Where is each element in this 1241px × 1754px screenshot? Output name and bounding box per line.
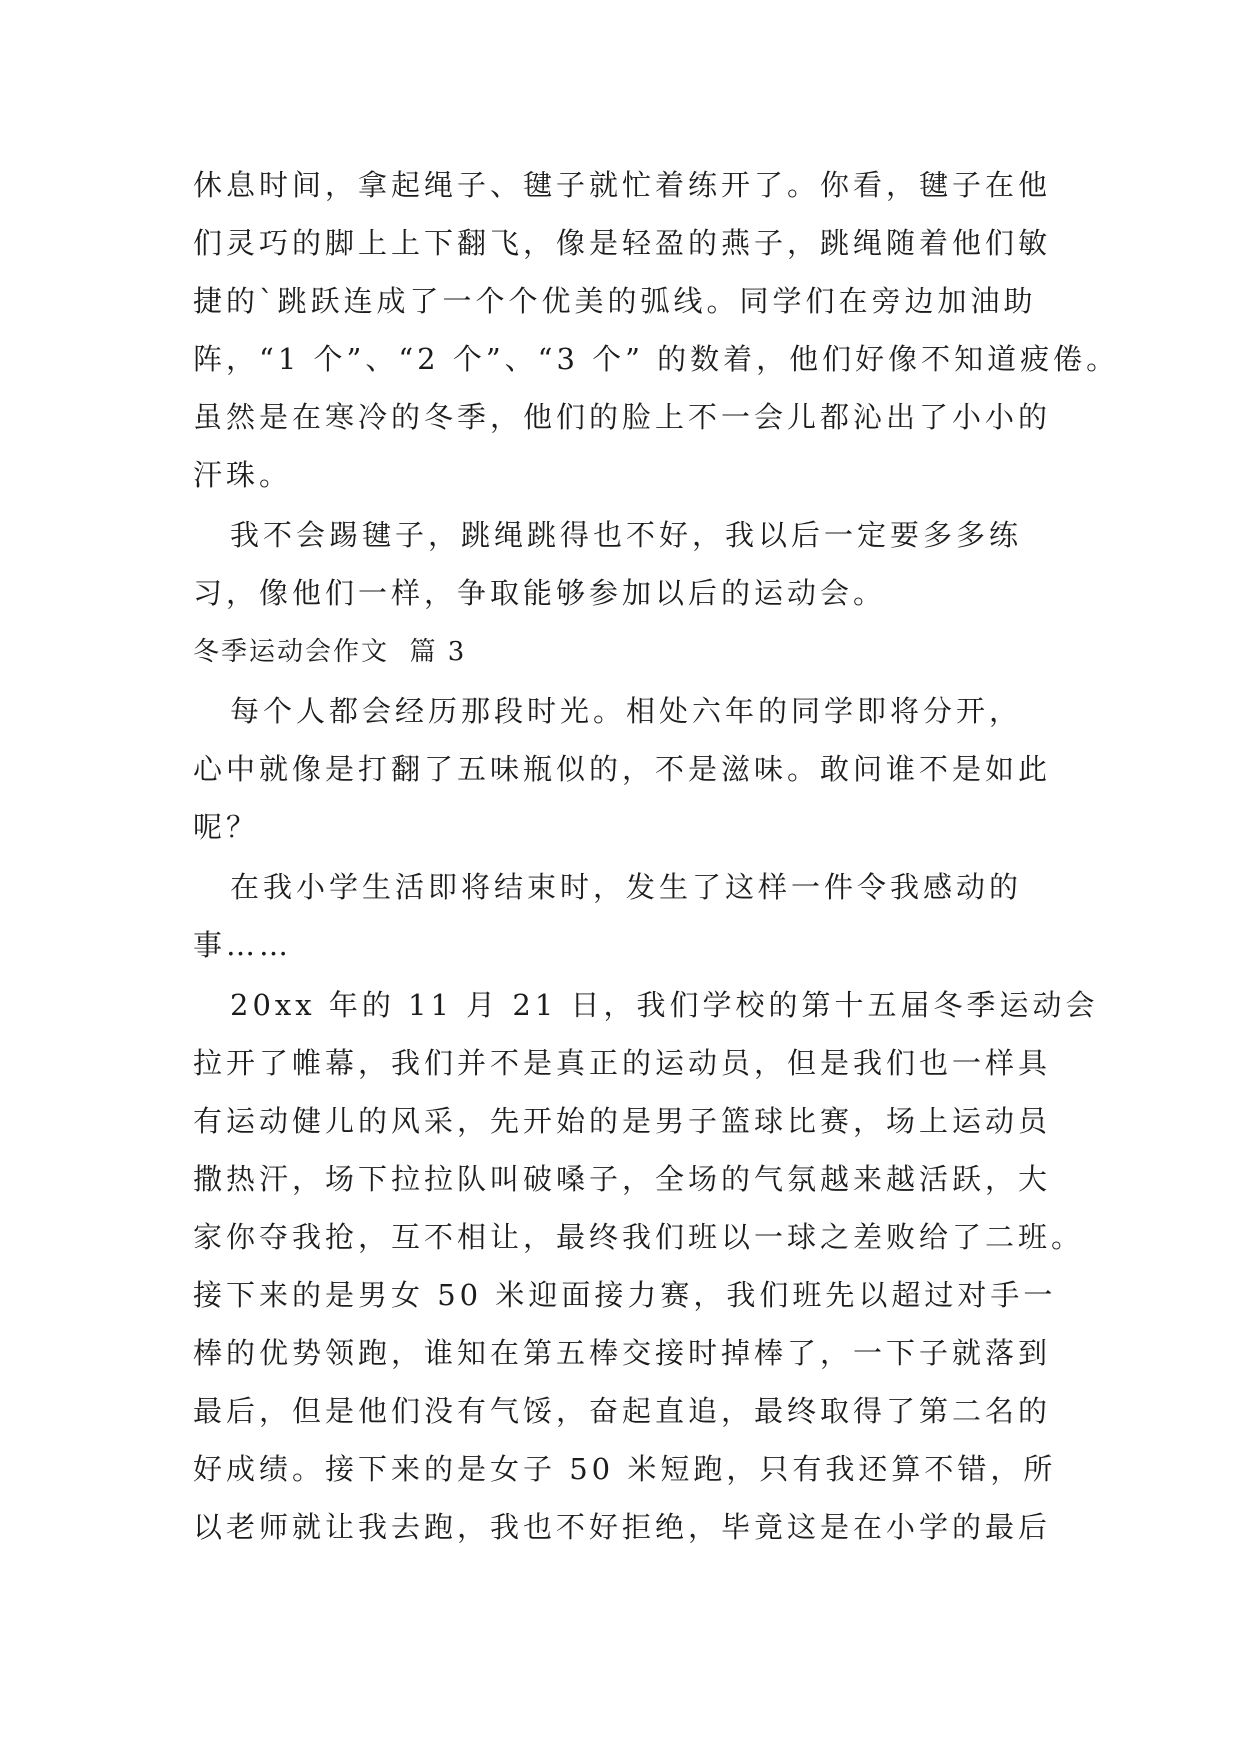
text-line: 事…… [193, 928, 293, 962]
text-line: 在我小学生活即将结束时，发生了这样一件令我感动的 [230, 870, 1023, 904]
text-line: 虽然是在寒冷的冬季，他们的脸上不一会儿都沁出了小小的 [193, 400, 1052, 434]
paragraph [193, 506, 1133, 622]
text-line: 我不会踢毽子，跳绳跳得也不好，我以后一定要多多练 [230, 518, 1023, 552]
section-heading: 冬季运动会作文 篇 3 [193, 637, 467, 667]
text-line: 休息时间，拿起绳子、毽子就忙着练开了。你看，毽子在他 [193, 168, 1052, 202]
text-line: 好成绩。接下来的是女子 50 米短跑，只有我还算不错，所 [193, 1452, 1057, 1486]
text-line: 接下来的是男女 50 米迎面接力赛，我们班先以超过对手一 [193, 1278, 1057, 1312]
paragraph [193, 156, 1133, 504]
paragraph [193, 858, 1133, 974]
text-line: 每个人都会经历那段时光。相处六年的同学即将分开， [230, 694, 1023, 728]
text-line: 捷的`跳跃连成了一个个优美的弧线。同学们在旁边加油助 [193, 284, 1037, 318]
text-line: 习，像他们一样，争取能够参加以后的运动会。 [193, 576, 887, 610]
text-line: 拉开了帷幕，我们并不是真正的运动员，但是我们也一样具 [193, 1046, 1052, 1080]
text-line: 汗珠。 [193, 458, 293, 492]
text-line: 阵，“1 个”、“2 个”、“3 个” 的数着，他们好像不知道疲倦。 [193, 342, 1120, 376]
paragraph [193, 682, 1133, 856]
text-line: 以老师就让我去跑，我也不好拒绝，毕竟这是在小学的最后 [193, 1510, 1052, 1544]
text-line: 撒热汗，场下拉拉队叫破嗓子，全场的气氛越来越活跃，大 [193, 1162, 1052, 1196]
text-line: 们灵巧的脚上上下翻飞，像是轻盈的燕子，跳绳随着他们敏 [193, 226, 1052, 260]
paragraph [193, 976, 1133, 1556]
document-body [193, 156, 1133, 1558]
text-line: 最后，但是他们没有气馁，奋起直追，最终取得了第二名的 [193, 1394, 1052, 1428]
text-line: 心中就像是打翻了五味瓶似的，不是滋味。敢问谁不是如此 [193, 752, 1052, 786]
text-line: 20xx 年的 11 月 21 日，我们学校的第十五届冬季运动会 [230, 988, 1099, 1022]
text-line: 棒的优势领跑，谁知在第五棒交接时掉棒了，一下子就落到 [193, 1336, 1052, 1370]
text-line: 呢？ [193, 810, 260, 844]
text-line: 家你夺我抢，互不相让，最终我们班以一球之差败给了二班。 [193, 1220, 1085, 1254]
text-line: 有运动健儿的风采，先开始的是男子篮球比赛，场上运动员 [193, 1104, 1052, 1138]
